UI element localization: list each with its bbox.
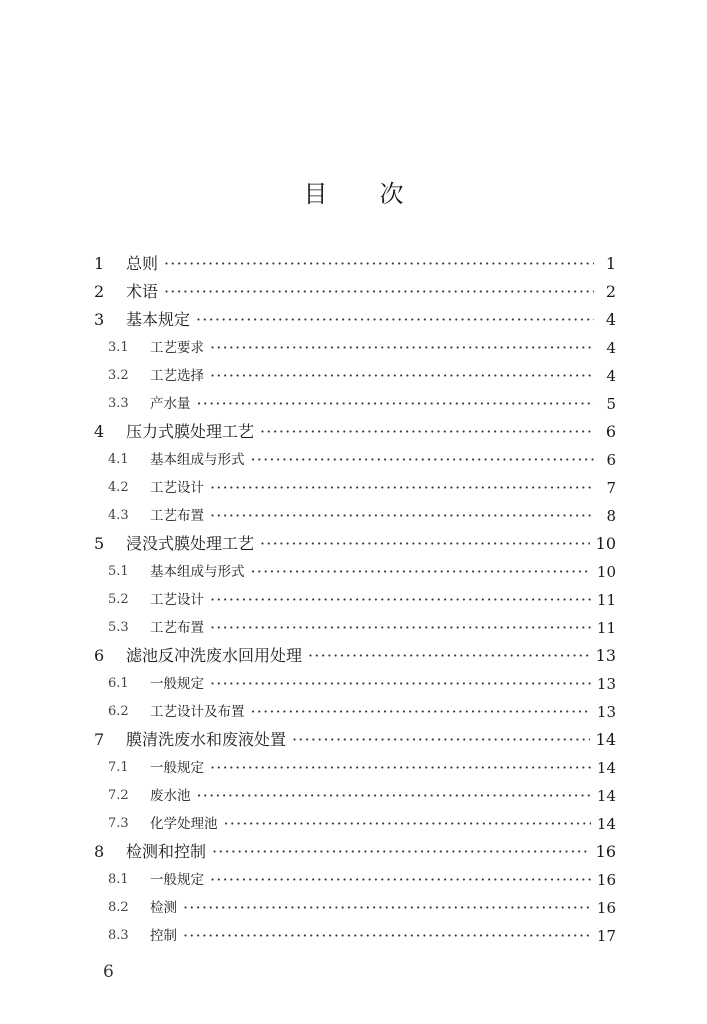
toc-entry-number: 8.1: [108, 872, 129, 887]
toc-chapter-entry[interactable]: [92, 530, 616, 558]
table-of-contents: [92, 250, 616, 950]
toc-entry-label: 压力式膜处理工艺: [126, 422, 255, 441]
toc-entry-page: 13: [595, 646, 616, 665]
toc-dot-leader: [210, 586, 591, 614]
toc-chapter-entry[interactable]: [92, 642, 616, 670]
toc-entry-number: 1: [94, 254, 105, 273]
toc-entry-number: 3.1: [108, 340, 129, 355]
toc-section-entry[interactable]: [92, 782, 616, 810]
toc-dot-leader: [210, 614, 591, 642]
toc-entry-page: 5: [606, 395, 616, 413]
toc-entry-page: 11: [596, 619, 616, 637]
toc-dot-leader: [164, 278, 594, 306]
toc-entry-number: 8.2: [108, 900, 129, 915]
toc-section-entry[interactable]: [92, 446, 616, 474]
toc-entry-number: 8.3: [108, 928, 129, 943]
toc-section-entry[interactable]: [92, 866, 616, 894]
toc-chapter-entry[interactable]: [92, 838, 616, 866]
toc-entry-label: 膜清洗废水和废液处置: [126, 730, 287, 749]
toc-entry-number: 6.1: [108, 676, 129, 691]
toc-entry-number: 3.2: [108, 368, 129, 383]
toc-section-entry[interactable]: [92, 502, 616, 530]
toc-entry-label: 一般规定: [150, 872, 204, 888]
toc-entry-label: 总则: [126, 254, 159, 273]
toc-entry-number: 2: [94, 282, 105, 301]
toc-dot-leader: [197, 390, 595, 418]
toc-section-entry[interactable]: [92, 922, 616, 950]
footer-page-number: 6: [103, 962, 114, 982]
toc-entry-number: 8: [94, 842, 105, 861]
toc-entry-page: 13: [596, 675, 616, 693]
page-title-char-1: 目: [303, 180, 328, 208]
toc-section-entry[interactable]: [92, 474, 616, 502]
toc-entry-number: 7: [94, 730, 105, 749]
toc-entry-label: 控制: [150, 928, 177, 944]
toc-entry-number: 5: [94, 534, 105, 553]
toc-entry-page: 6: [605, 422, 616, 441]
toc-entry-number: 7.3: [108, 816, 129, 831]
toc-entry-page: 14: [596, 815, 616, 833]
toc-entry-label: 检测和控制: [126, 842, 207, 861]
toc-chapter-entry[interactable]: [92, 306, 616, 334]
toc-entry-page: 17: [596, 927, 616, 945]
toc-entry-page: 10: [595, 534, 616, 553]
toc-entry-label: 工艺布置: [150, 508, 204, 524]
toc-entry-page: 4: [605, 310, 616, 329]
toc-entry-label: 一般规定: [150, 760, 204, 776]
toc-entry-page: 4: [606, 367, 616, 385]
toc-section-entry[interactable]: [92, 586, 616, 614]
toc-entry-page: 14: [595, 730, 616, 749]
toc-entry-number: 5.2: [108, 592, 129, 607]
toc-dot-leader: [210, 362, 594, 390]
toc-dot-leader: [308, 642, 590, 670]
toc-dot-leader: [210, 754, 591, 782]
toc-section-entry[interactable]: [92, 698, 616, 726]
toc-entry-label: 工艺设计及布置: [150, 704, 245, 720]
toc-chapter-entry[interactable]: [92, 250, 616, 278]
toc-dot-leader: [210, 866, 591, 894]
toc-section-entry[interactable]: [92, 390, 616, 418]
toc-entry-page: 16: [596, 871, 616, 889]
toc-dot-leader: [224, 810, 591, 838]
toc-entry-label: 浸没式膜处理工艺: [126, 534, 255, 553]
toc-section-entry[interactable]: [92, 894, 616, 922]
page-title-char-2: 次: [379, 180, 404, 208]
toc-dot-leader: [183, 922, 591, 950]
toc-entry-page: 14: [596, 787, 616, 805]
toc-dot-leader: [210, 502, 594, 530]
toc-entry-page: 2: [605, 282, 616, 301]
toc-entry-page: 1: [605, 254, 616, 273]
toc-dot-leader: [260, 418, 594, 446]
toc-entry-page: 16: [595, 842, 616, 861]
toc-dot-leader: [210, 474, 594, 502]
toc-dot-leader: [210, 334, 594, 362]
toc-entry-label: 术语: [126, 282, 159, 301]
toc-entry-number: 7.1: [108, 760, 129, 775]
toc-dot-leader: [292, 726, 590, 754]
toc-dot-leader: [183, 894, 591, 922]
toc-entry-label: 工艺要求: [150, 340, 204, 356]
toc-entry-page: 13: [596, 703, 616, 721]
toc-section-entry[interactable]: [92, 754, 616, 782]
toc-entry-label: 工艺设计: [150, 480, 204, 496]
toc-entry-label: 工艺设计: [150, 592, 204, 608]
toc-entry-page: 7: [606, 479, 616, 497]
toc-section-entry[interactable]: [92, 670, 616, 698]
toc-section-entry[interactable]: [92, 558, 616, 586]
toc-entry-label: 化学处理池: [150, 816, 218, 832]
toc-entry-number: 4.3: [108, 508, 129, 523]
toc-entry-number: 4.1: [108, 452, 129, 467]
toc-entry-label: 滤池反冲洗废水回用处理: [126, 646, 303, 665]
toc-entry-page: 11: [596, 591, 616, 609]
toc-entry-label: 工艺布置: [150, 620, 204, 636]
toc-entry-page: 14: [596, 759, 616, 777]
toc-entry-number: 7.2: [108, 788, 129, 803]
toc-entry-number: 3: [94, 310, 105, 329]
toc-entry-label: 基本组成与形式: [150, 452, 245, 468]
toc-dot-leader: [197, 782, 591, 810]
toc-dot-leader: [251, 558, 591, 586]
toc-dot-leader: [251, 698, 591, 726]
toc-entry-number: 3.3: [108, 396, 129, 411]
toc-dot-leader: [212, 838, 590, 866]
toc-entry-label: 废水池: [150, 788, 191, 804]
toc-entry-number: 6: [94, 646, 105, 665]
toc-dot-leader: [196, 306, 594, 334]
toc-dot-leader: [260, 530, 590, 558]
toc-entry-label: 一般规定: [150, 676, 204, 692]
toc-entry-number: 5.3: [108, 620, 129, 635]
toc-section-entry[interactable]: [92, 362, 616, 390]
toc-section-entry[interactable]: [92, 810, 616, 838]
toc-entry-number: 4: [94, 422, 105, 441]
toc-entry-page: 10: [596, 563, 616, 581]
toc-entry-page: 6: [606, 451, 616, 469]
toc-entry-label: 基本规定: [126, 310, 191, 329]
toc-dot-leader: [164, 250, 594, 278]
toc-entry-label: 检测: [150, 900, 177, 916]
toc-chapter-entry[interactable]: [92, 278, 616, 306]
toc-entry-label: 基本组成与形式: [150, 564, 245, 580]
toc-dot-leader: [251, 446, 595, 474]
toc-entry-label: 产水量: [150, 396, 191, 412]
toc-entry-number: 6.2: [108, 704, 129, 719]
page-title: [0, 178, 707, 210]
toc-entry-label: 工艺选择: [150, 368, 204, 384]
toc-entry-number: 5.1: [108, 564, 129, 579]
toc-chapter-entry[interactable]: [92, 726, 616, 754]
toc-section-entry[interactable]: [92, 334, 616, 362]
toc-section-entry[interactable]: [92, 614, 616, 642]
toc-entry-page: 8: [606, 507, 616, 525]
toc-entry-page: 16: [596, 899, 616, 917]
toc-entry-number: 4.2: [108, 480, 129, 495]
toc-chapter-entry[interactable]: [92, 418, 616, 446]
toc-entry-page: 4: [606, 339, 616, 357]
toc-dot-leader: [210, 670, 591, 698]
